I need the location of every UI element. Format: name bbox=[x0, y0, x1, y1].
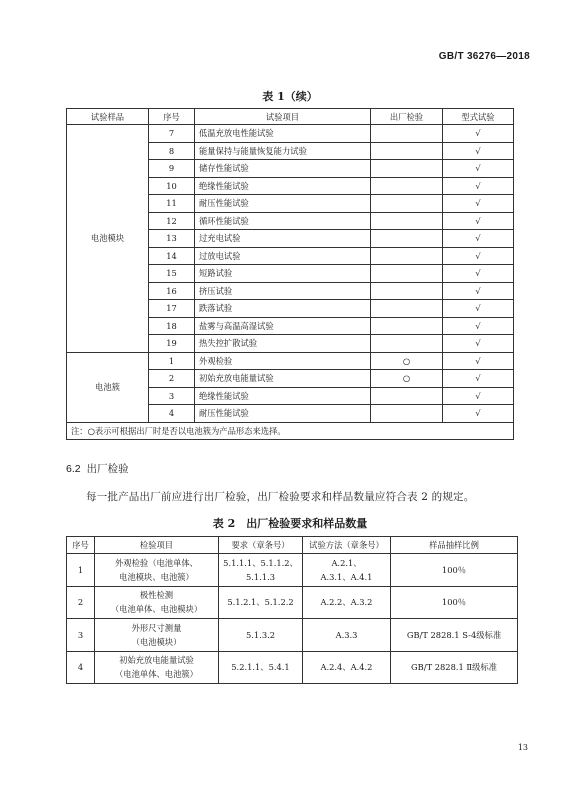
type-test-cell: √ bbox=[443, 352, 514, 370]
test-item-cell: 短路试验 bbox=[195, 265, 371, 283]
cell-line: 外形尺寸测量 bbox=[131, 622, 182, 633]
table2-row bbox=[67, 651, 518, 684]
table1-note-row bbox=[67, 422, 514, 439]
test-item-cell: 耐压性能试验 bbox=[195, 405, 371, 423]
test-item-cell: 能量保持与能量恢复能力试验 bbox=[195, 142, 371, 160]
factory-inspection-cell bbox=[371, 300, 443, 318]
test-item-cell: 低温充放电性能试验 bbox=[195, 125, 371, 143]
requirement-cell bbox=[219, 554, 303, 587]
type-test-cell: √ bbox=[443, 212, 514, 230]
cell-line: A.3.3 bbox=[335, 629, 358, 640]
type-test-cell: √ bbox=[443, 370, 514, 388]
type-test-cell: √ bbox=[443, 317, 514, 335]
seq-cell: 8 bbox=[149, 142, 195, 160]
factory-inspection-cell bbox=[371, 335, 443, 353]
type-test-cell: √ bbox=[443, 247, 514, 265]
factory-inspection-cell bbox=[371, 160, 443, 178]
factory-inspection-cell bbox=[371, 387, 443, 405]
table1-row bbox=[67, 352, 514, 370]
test-item-cell: 挤压试验 bbox=[195, 282, 371, 300]
test-item-cell: 绝缘性能试验 bbox=[195, 177, 371, 195]
seq-cell: 1 bbox=[149, 352, 195, 370]
test-item-cell: 绝缘性能试验 bbox=[195, 387, 371, 405]
type-test-cell: √ bbox=[443, 125, 514, 143]
type-test-cell: √ bbox=[443, 195, 514, 213]
factory-inspection-cell: ○ bbox=[371, 370, 443, 388]
type-test-cell: √ bbox=[443, 387, 514, 405]
seq-cell: 2 bbox=[149, 370, 195, 388]
table1-header: 序号 bbox=[149, 109, 195, 125]
test-item-cell: 初始充放电能量试验 bbox=[195, 370, 371, 388]
table1-header: 试验样品 bbox=[67, 109, 149, 125]
sampling-ratio-cell: 100％ bbox=[391, 586, 518, 619]
cell-line: 外观检验（电池单体、 bbox=[115, 557, 198, 568]
type-test-cell: √ bbox=[443, 335, 514, 353]
table1-header: 试验项目 bbox=[195, 109, 371, 125]
type-test-cell: √ bbox=[443, 230, 514, 248]
standard-code: GB/T 36276—2018 bbox=[438, 51, 530, 62]
seq-cell: 15 bbox=[149, 265, 195, 283]
inspection-item-cell bbox=[95, 554, 219, 587]
seq-cell: 19 bbox=[149, 335, 195, 353]
factory-inspection-cell bbox=[371, 405, 443, 423]
type-test-cell: √ bbox=[443, 282, 514, 300]
cell-line: 极性检测 bbox=[139, 590, 174, 601]
table2-row bbox=[67, 586, 518, 619]
factory-inspection-cell bbox=[371, 142, 443, 160]
cell-line: A.2.4、A.4.2 bbox=[320, 662, 373, 673]
type-test-cell: √ bbox=[443, 142, 514, 160]
factory-inspection-cell: ○ bbox=[371, 352, 443, 370]
table2-header: 要求（章条号） bbox=[219, 537, 303, 554]
test-item-cell: 过放电试验 bbox=[195, 247, 371, 265]
factory-inspection-cell bbox=[371, 317, 443, 335]
sampling-ratio-cell: GB/T 2828.1 S-4级标准 bbox=[391, 619, 518, 652]
table2-row bbox=[67, 619, 518, 652]
factory-inspection-cell bbox=[371, 125, 443, 143]
requirement-cell bbox=[219, 651, 303, 684]
seq-cell: 10 bbox=[149, 177, 195, 195]
requirement-cell bbox=[219, 586, 303, 619]
test-item-cell: 循环性能试验 bbox=[195, 212, 371, 230]
test-item-cell: 外观检验 bbox=[195, 352, 371, 370]
section-heading bbox=[66, 461, 129, 476]
seq-cell: 3 bbox=[149, 387, 195, 405]
seq-cell: 3 bbox=[67, 619, 95, 652]
inspection-item-cell bbox=[95, 619, 219, 652]
type-test-cell: √ bbox=[443, 177, 514, 195]
type-test-cell: √ bbox=[443, 160, 514, 178]
sampling-ratio-cell: GB/T 2828.1 Ⅱ级标准 bbox=[391, 651, 518, 684]
factory-inspection-cell bbox=[371, 195, 443, 213]
table2 bbox=[66, 536, 518, 684]
factory-inspection-cell bbox=[371, 247, 443, 265]
seq-cell: 17 bbox=[149, 300, 195, 318]
test-item-cell: 盐雾与高温高湿试验 bbox=[195, 317, 371, 335]
test-method-cell bbox=[303, 554, 391, 587]
seq-cell: 1 bbox=[67, 554, 95, 587]
sample-cell: 电池簇 bbox=[67, 352, 149, 422]
type-test-cell: √ bbox=[443, 300, 514, 318]
table2-header: 检验项目 bbox=[95, 537, 219, 554]
table2-header-row bbox=[67, 537, 518, 554]
table2-header: 序号 bbox=[67, 537, 95, 554]
table1-header-row bbox=[67, 109, 514, 125]
table1-header: 型式试验 bbox=[443, 109, 514, 125]
cell-line: 5.1.1.3 bbox=[245, 571, 276, 582]
table1-header: 出厂检验 bbox=[371, 109, 443, 125]
seq-cell: 18 bbox=[149, 317, 195, 335]
type-test-cell: √ bbox=[443, 265, 514, 283]
seq-cell: 9 bbox=[149, 160, 195, 178]
inspection-item-cell bbox=[95, 651, 219, 684]
cell-line: 5.2.1.1、5.4.1 bbox=[231, 662, 290, 673]
cell-line: 电池模块、电池簇） bbox=[119, 571, 194, 582]
seq-cell: 16 bbox=[149, 282, 195, 300]
section-number: 6.2 bbox=[66, 463, 81, 475]
test-method-cell bbox=[303, 619, 391, 652]
table1-caption: 表 1（续） bbox=[262, 90, 318, 103]
seq-cell: 7 bbox=[149, 125, 195, 143]
factory-inspection-cell bbox=[371, 230, 443, 248]
factory-inspection-cell bbox=[371, 265, 443, 283]
test-item-cell: 过充电试验 bbox=[195, 230, 371, 248]
test-item-cell: 跌落试验 bbox=[195, 300, 371, 318]
table1-note: 注：○表示可根据出厂时是否以电池簇为产品形态来选择。 bbox=[67, 422, 514, 439]
cell-line: 5.1.1.1、5.1.1.2、 bbox=[223, 557, 298, 568]
test-item-cell: 耐压性能试验 bbox=[195, 195, 371, 213]
seq-cell: 14 bbox=[149, 247, 195, 265]
cell-line: （电池模块） bbox=[131, 636, 182, 647]
test-method-cell bbox=[303, 586, 391, 619]
section-title: 出厂检验 bbox=[86, 463, 129, 475]
test-method-cell bbox=[303, 651, 391, 684]
type-test-cell: √ bbox=[443, 405, 514, 423]
requirement-cell bbox=[219, 619, 303, 652]
cell-line: （电池单体、电池模块） bbox=[110, 604, 203, 615]
section-paragraph: 每一批产品出厂前应进行出厂检验，出厂检验要求和样品数量应符合表 2 的规定。 bbox=[86, 491, 475, 503]
seq-cell: 12 bbox=[149, 212, 195, 230]
seq-cell: 4 bbox=[149, 405, 195, 423]
factory-inspection-cell bbox=[371, 212, 443, 230]
table1-row bbox=[67, 125, 514, 143]
table2-caption: 表 2 出厂检验要求和样品数量 bbox=[212, 517, 368, 530]
cell-line: （电池单体、电池簇） bbox=[115, 669, 198, 680]
cell-line: A.3.1、A.4.1 bbox=[320, 571, 373, 582]
table2-header: 试验方法（章条号） bbox=[303, 537, 391, 554]
test-item-cell: 热失控扩散试验 bbox=[195, 335, 371, 353]
cell-line: 5.1.2.1、5.1.2.2 bbox=[227, 597, 294, 608]
seq-cell: 4 bbox=[67, 651, 95, 684]
cell-line: A.2.2、A.3.2 bbox=[320, 597, 373, 608]
inspection-item-cell bbox=[95, 586, 219, 619]
seq-cell: 13 bbox=[149, 230, 195, 248]
cell-line: 5.1.3.2 bbox=[245, 629, 276, 640]
table1 bbox=[66, 108, 514, 440]
table2-row bbox=[67, 554, 518, 587]
seq-cell: 2 bbox=[67, 586, 95, 619]
cell-line: 初始充放电能量试验 bbox=[119, 655, 194, 666]
page-number: 13 bbox=[517, 743, 528, 752]
table2-header: 样品抽样比例 bbox=[391, 537, 518, 554]
test-item-cell: 储存性能试验 bbox=[195, 160, 371, 178]
sample-cell: 电池模块 bbox=[67, 125, 149, 353]
factory-inspection-cell bbox=[371, 177, 443, 195]
cell-line: A.2.1、 bbox=[331, 557, 362, 568]
sampling-ratio-cell: 100％ bbox=[391, 554, 518, 587]
seq-cell: 11 bbox=[149, 195, 195, 213]
factory-inspection-cell bbox=[371, 282, 443, 300]
